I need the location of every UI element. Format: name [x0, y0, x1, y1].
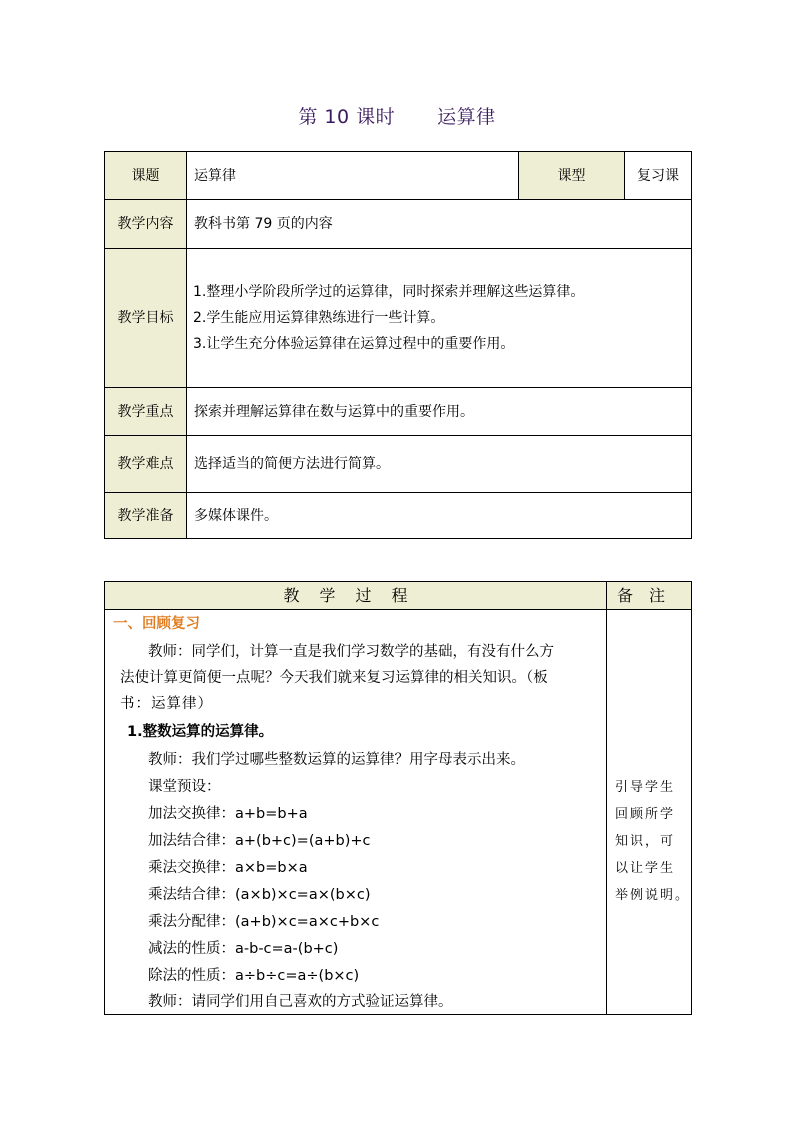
content-value: 教科书第 79 页的内容 [187, 200, 692, 249]
process-body-row [105, 610, 692, 1015]
note-line-5: 举例说明。 [615, 888, 691, 903]
difficulty-label: 教学难点 [105, 436, 187, 493]
goal-list [187, 249, 692, 388]
intro-line-3: 书：运算律） [120, 696, 213, 712]
law-mul-associative: 乘法结合律：(a×b)×c=a×(b×c) [148, 887, 371, 903]
goal-row [105, 249, 692, 388]
subject-value: 运算律 [187, 152, 519, 200]
lesson-number: 第 10 课时 [298, 106, 396, 128]
prep-label: 教学准备 [105, 493, 187, 539]
subject-label: 课题 [105, 152, 187, 200]
teaching-process-table [104, 581, 692, 1015]
note-body [607, 610, 692, 1015]
goal-item-2: 2.学生能应用运算律熟练进行一些计算。 [193, 310, 445, 326]
law-add-commutative: 加法交换律：a+b=b+a [148, 806, 308, 822]
law-mul-commutative: 乘法交换律：a×b=b×a [148, 860, 308, 876]
note-line-1: 引导学生 [615, 780, 676, 795]
law-subtraction: 减法的性质：a-b-c=a-(b+c) [148, 941, 339, 957]
focus-value: 探索并理解运算律在数与运算中的重要作用。 [187, 388, 692, 436]
focus-label: 教学重点 [105, 388, 187, 436]
note-line-3: 知识，可 [615, 834, 676, 849]
note-line-4: 以让学生 [615, 861, 676, 876]
prep-value: 多媒体课件。 [187, 493, 692, 539]
goal-item-3: 3.让学生充分体验运算律在运算过程中的重要作用。 [193, 336, 515, 352]
focus-row [105, 388, 692, 436]
sub-title-integer-laws: 1.整数运算的运算律。 [127, 724, 274, 740]
goal-item-1: 1.整理小学阶段所学过的运算律，同时探索并理解这些运算律。 [193, 284, 585, 300]
intro-line-1: 教师：同学们，计算一直是我们学习数学的基础，有没有什么方 [148, 644, 554, 660]
page-title [0, 104, 794, 130]
process-header-row [105, 582, 692, 610]
process-body [105, 610, 607, 1015]
content-label: 教学内容 [105, 200, 187, 249]
type-label: 课型 [519, 152, 625, 200]
goal-label: 教学目标 [105, 249, 187, 388]
difficulty-row [105, 436, 692, 493]
type-value: 复习课 [625, 152, 692, 200]
difficulty-value: 选择适当的简便方法进行简算。 [187, 436, 692, 493]
law-add-associative: 加法结合律：a+(b+c)=(a+b)+c [148, 833, 371, 849]
section-review-title: 一、回顾复习 [113, 616, 200, 632]
prep-row [105, 493, 692, 539]
lesson-topic: 运算律 [437, 106, 496, 128]
process-header: 教学过程 [105, 582, 607, 610]
subject-row [105, 152, 692, 200]
content-row [105, 200, 692, 249]
note-line-2: 回顾所学 [615, 807, 676, 822]
lesson-info-table [104, 151, 692, 539]
law-distributive: 乘法分配律：(a+b)×c=a×c+b×c [148, 914, 380, 930]
note-header: 备注 [607, 582, 692, 610]
preset-label: 课堂预设： [148, 779, 221, 795]
intro-line-2: 法使计算更简便一点呢？今天我们就来复习运算律的相关知识。（板 [120, 670, 548, 686]
teacher-verify: 教师：请同学们用自己喜欢的方式验证运算律。 [148, 994, 453, 1010]
law-division: 除法的性质：a÷b÷c=a÷(b×c) [148, 968, 360, 984]
teacher-question: 教师：我们学过哪些整数运算的运算律？用字母表示出来。 [148, 752, 525, 768]
